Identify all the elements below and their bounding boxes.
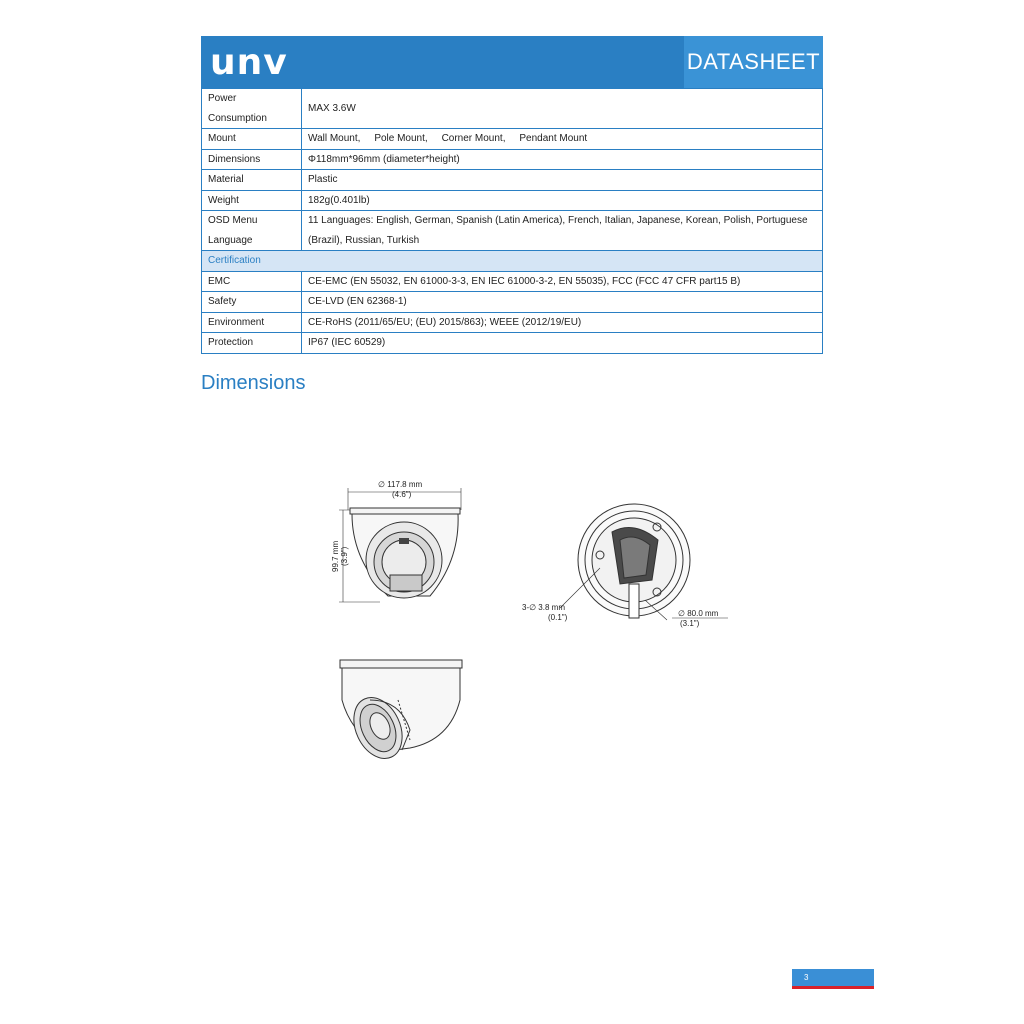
side-view-drawing — [340, 660, 462, 766]
unv-logo: unv — [210, 42, 288, 83]
spec-key: EMC — [202, 271, 302, 292]
spec-key: Safety — [202, 292, 302, 313]
spec-key: Mount — [202, 129, 302, 150]
base-dimension-mm: ∅ 80.0 mm — [678, 609, 719, 618]
spec-value: Wall Mount, Pole Mount, Corner Mount, Pendant Mount — [302, 129, 823, 150]
footer-accent-bar — [792, 986, 874, 989]
hole-dimension-in: (0.1") — [548, 613, 568, 622]
front-width-mm: ∅ 117.8 mm — [378, 480, 423, 489]
spec-value: CE-EMC (EN 55032, EN 61000-3-3, EN IEC 61000-3-2, EN 55035), FCC (FCC 47 CFR part15 B) — [302, 271, 823, 292]
spec-key: Protection — [202, 333, 302, 354]
front-height-mm: 99.7 mm — [331, 540, 340, 572]
spec-value: Φ118mm*96mm (diameter*height) — [302, 149, 823, 170]
spec-value: 182g(0.401lb) — [302, 190, 823, 211]
spec-value: Plastic — [302, 170, 823, 191]
spec-key: OSD Menu Language — [202, 211, 302, 251]
spec-value: CE-LVD (EN 62368-1) — [302, 292, 823, 313]
spec-key: Power Consumption — [202, 89, 302, 129]
spec-key: Environment — [202, 312, 302, 333]
spec-key: Dimensions — [202, 149, 302, 170]
base-dimension-in: (3.1") — [680, 619, 700, 628]
datasheet-label: DATASHEET — [684, 36, 823, 88]
spec-value: MAX 3.6W — [302, 89, 823, 129]
spec-key: Material — [202, 170, 302, 191]
spec-value: IP67 (IEC 60529) — [302, 333, 823, 354]
spec-value: CE-RoHS (2011/65/EU; (EU) 2015/863); WEEE (2012/19/EU) — [302, 312, 823, 333]
spec-value: 11 Languages: English, German, Spanish (Latin America), French, Italian, Japanese, Korean, Polish, Portuguese (Brazil), Russian, Turkish — [302, 211, 823, 251]
dimensions-heading: Dimensions — [201, 372, 306, 394]
base-view-drawing — [560, 504, 728, 620]
front-width-in: (4.6") — [392, 490, 412, 499]
spec-key: Weight — [202, 190, 302, 211]
front-height-in: (3.9") — [340, 546, 349, 566]
section-title: Certification — [202, 251, 823, 272]
hole-dimension-mm: 3-∅ 3.8 mm — [522, 603, 565, 612]
front-view-drawing — [339, 488, 461, 602]
page-number: 3 — [792, 969, 874, 986]
